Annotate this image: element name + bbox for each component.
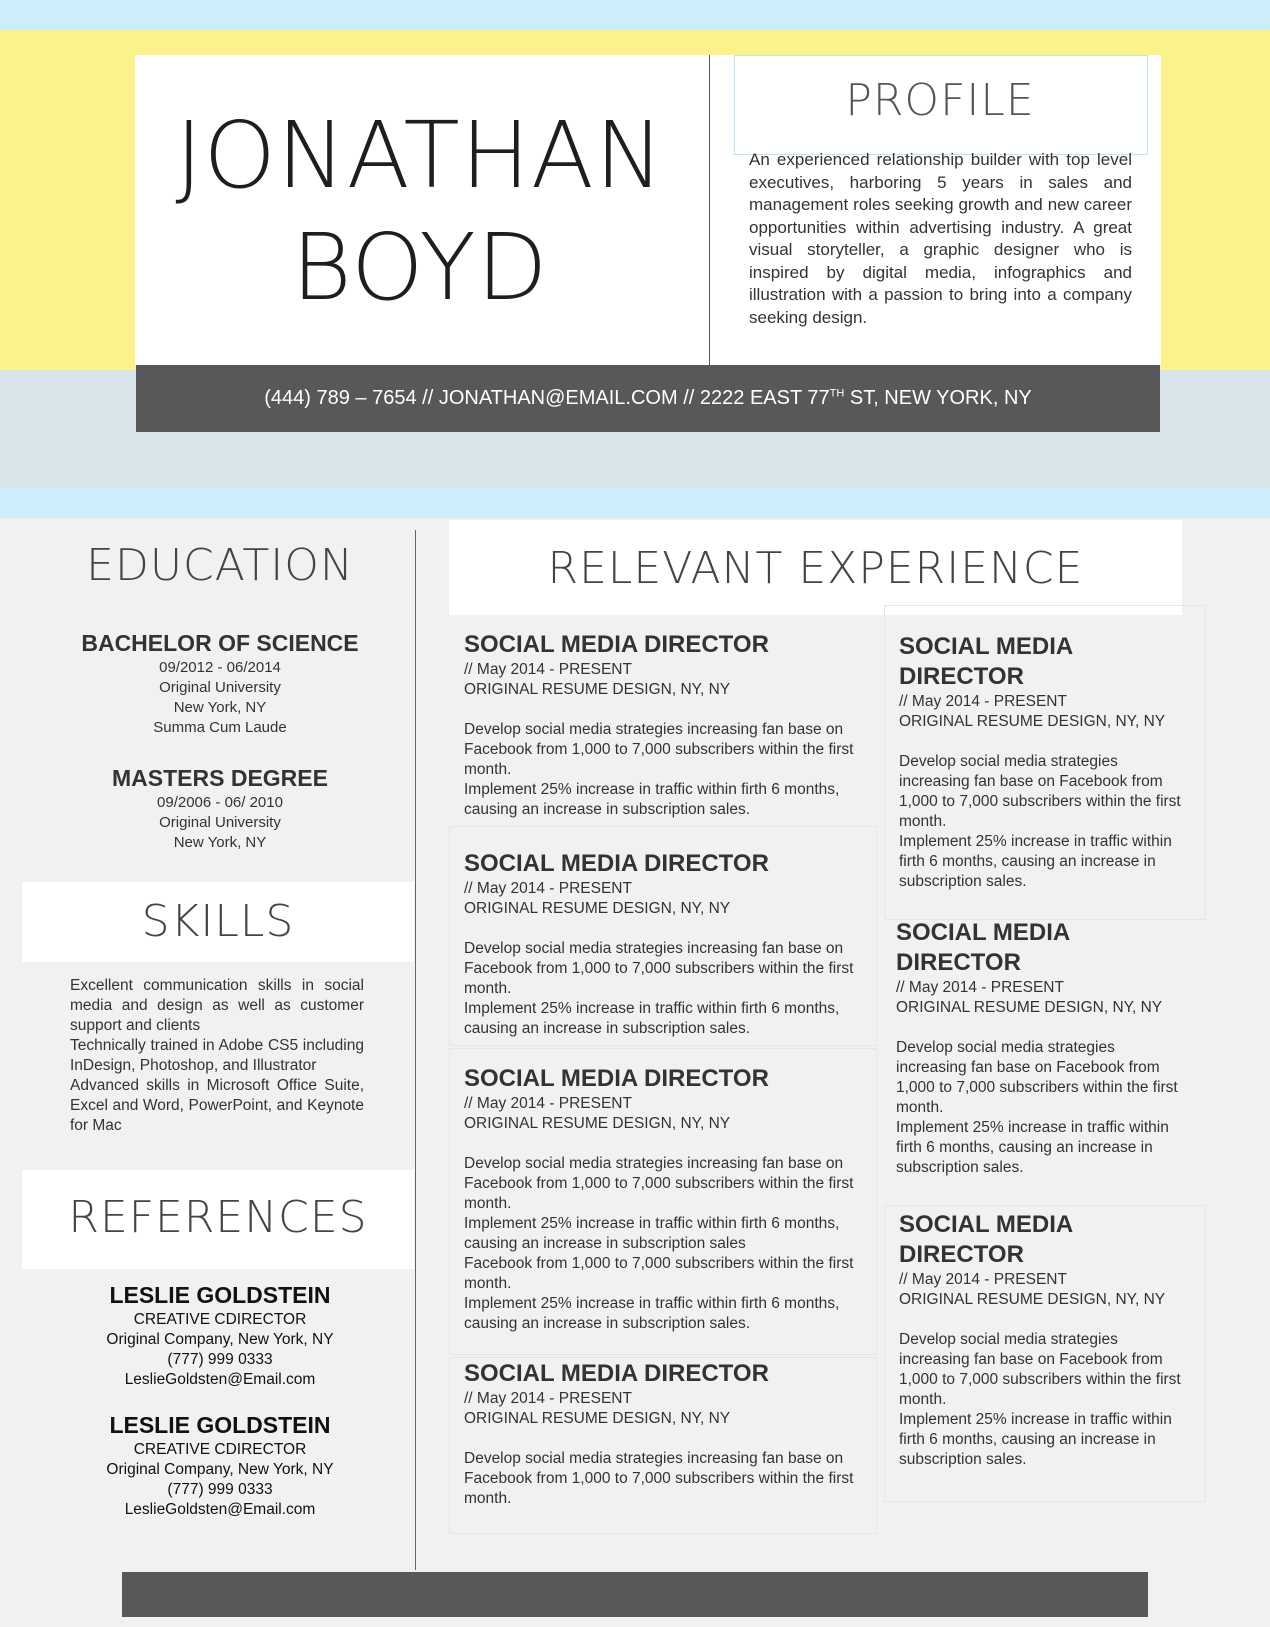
degree-school: Original University xyxy=(159,814,281,831)
job-description: Develop social media strategies increasing fan base on Facebook from 1,000 to 7,000 subscribers within the first month. Implement 25% increase in traffic within firth 6 months, causing an increase in subscription sales. xyxy=(899,753,1181,890)
skill-item: Advanced skills in Microsoft Office Suite, Excel and Word, PowerPoint, and Keynote for Mac xyxy=(70,1077,364,1134)
job-company: ORIGINAL RESUME DESIGN, NY, NY xyxy=(896,999,1163,1016)
reference-company: Original Company, New York, NY xyxy=(106,1461,334,1478)
profile-text: An experienced relationship builder with top level executives, harboring 5 years in sales and management roles seeking growth and new career opportunities within advertising industry. A great visual storyteller, a graphic designer who is inspired by digital media, infographics and illustration with a passion to bring into a company seeking design. xyxy=(749,150,1132,327)
reference-name: LESLIE GOLDSTEIN xyxy=(109,1282,331,1308)
profile-title: PROFILE xyxy=(845,75,1035,126)
header-light-band xyxy=(0,488,1270,518)
footer-bar xyxy=(122,1572,1148,1617)
job-company: ORIGINAL RESUME DESIGN, NY, NY xyxy=(464,900,731,917)
education-item xyxy=(40,763,400,853)
job-dates: // May 2014 - PRESENT xyxy=(464,880,632,897)
skills-title: SKILLS xyxy=(141,896,295,947)
job-company: ORIGINAL RESUME DESIGN, NY, NY xyxy=(899,1291,1166,1308)
experience-item xyxy=(464,630,869,820)
reference-item xyxy=(40,1410,400,1520)
experience-item xyxy=(464,1359,869,1509)
reference-name: LESLIE GOLDSTEIN xyxy=(109,1412,331,1438)
experience-item xyxy=(899,632,1184,892)
degree-dates: 09/2006 - 06/ 2010 xyxy=(157,794,283,811)
education-title: EDUCATION xyxy=(86,540,354,591)
job-company: ORIGINAL RESUME DESIGN, NY, NY xyxy=(464,1410,731,1427)
job-description: Develop social media strategies increasing fan base on Facebook from 1,000 to 7,000 subscribers within the first month. Implement 25% increase in traffic within firth 6 months, causing an increase in subscription sales. xyxy=(899,1331,1181,1468)
contact-separator: // xyxy=(416,387,439,409)
job-dates: // May 2014 - PRESENT xyxy=(464,661,632,678)
job-description: Develop social media strategies increasing fan base on Facebook from 1,000 to 7,000 subscribers within the first month. Implement 25% increase in traffic within firth 6 months, causing an increase in subscription sales. xyxy=(464,721,854,818)
reference-company: Original Company, New York, NY xyxy=(106,1331,334,1348)
reference-email: LeslieGoldsten@Email.com xyxy=(124,1371,316,1388)
degree-honors: Summa Cum Laude xyxy=(153,719,287,736)
reference-item xyxy=(40,1280,400,1390)
last-name: BOYD xyxy=(291,214,549,321)
reference-email: LeslieGoldsten@Email.com xyxy=(124,1501,316,1518)
experience-title: RELEVANT EXPERIENCE xyxy=(547,543,1084,594)
reference-role: CREATIVE CDIRECTOR xyxy=(133,1311,307,1328)
job-title: SOCIAL MEDIA DIRECTOR xyxy=(899,1211,1073,1268)
job-title: SOCIAL MEDIA DIRECTOR xyxy=(896,919,1070,976)
top-band xyxy=(0,0,1270,30)
degree-school: Original University xyxy=(159,679,281,696)
skill-item: Excellent communication skills in social media and design as well as customer support and clients xyxy=(70,977,364,1034)
degree-title: BACHELOR OF SCIENCE xyxy=(81,630,359,656)
job-title: SOCIAL MEDIA DIRECTOR xyxy=(899,633,1073,690)
job-dates: // May 2014 - PRESENT xyxy=(464,1095,632,1112)
degree-location: New York, NY xyxy=(173,834,267,851)
job-title: SOCIAL MEDIA DIRECTOR xyxy=(464,631,769,658)
job-company: ORIGINAL RESUME DESIGN, NY, NY xyxy=(464,1115,731,1132)
job-description: Develop social media strategies increasing fan base on Facebook from 1,000 to 7,000 subscribers within the first month. Implement 25% increase in traffic within firth 6 months, causing an increase in subscription sales Facebook from 1,000 to 7,000 subscribers within the first month. Implement 25% increase in traffic within firth 6 months, causing an increase in subscription sales. xyxy=(464,1155,854,1332)
candidate-name xyxy=(160,100,680,324)
contact-separator: // xyxy=(677,387,700,409)
experience-item xyxy=(896,918,1184,1178)
job-description: Develop social media strategies increasing fan base on Facebook from 1,000 to 7,000 subscribers within the first month. Implement 25% increase in traffic within firth 6 months, causing an increase in subscription sales. xyxy=(896,1039,1178,1176)
job-title: SOCIAL MEDIA DIRECTOR xyxy=(464,1065,769,1092)
name-divider xyxy=(709,55,710,365)
first-name: JONATHAN xyxy=(175,102,665,209)
experience-item xyxy=(899,1210,1184,1470)
references-title: REFERENCES xyxy=(68,1192,368,1243)
skills-list xyxy=(70,976,364,1136)
column-divider xyxy=(415,530,416,1570)
job-company: ORIGINAL RESUME DESIGN, NY, NY xyxy=(464,681,731,698)
job-company: ORIGINAL RESUME DESIGN, NY, NY xyxy=(899,713,1166,730)
job-title: SOCIAL MEDIA DIRECTOR xyxy=(464,850,769,877)
experience-item xyxy=(464,849,869,1039)
reference-phone: (777) 999 0333 xyxy=(167,1481,273,1498)
contact-email: JONATHAN@EMAIL.COM xyxy=(438,387,678,409)
degree-location: New York, NY xyxy=(173,699,267,716)
education-item xyxy=(40,628,400,738)
job-dates: // May 2014 - PRESENT xyxy=(899,693,1067,710)
reference-phone: (777) 999 0333 xyxy=(167,1351,273,1368)
reference-role: CREATIVE CDIRECTOR xyxy=(133,1441,307,1458)
job-dates: // May 2014 - PRESENT xyxy=(464,1390,632,1407)
contact-phone: (444) 789 – 7654 xyxy=(264,387,417,409)
job-dates: // May 2014 - PRESENT xyxy=(899,1271,1067,1288)
experience-item xyxy=(464,1064,869,1334)
skill-item: Technically trained in Adobe CS5 including InDesign, Photoshop, and Illustrator xyxy=(70,1037,364,1074)
job-dates: // May 2014 - PRESENT xyxy=(896,979,1064,996)
contact-bar xyxy=(136,365,1160,432)
contact-address: 2222 EAST 77TH ST, NEW YORK, NY xyxy=(699,387,1032,409)
job-description: Develop social media strategies increasing fan base on Facebook from 1,000 to 7,000 subscribers within the first month. xyxy=(464,1450,854,1507)
degree-title: MASTERS DEGREE xyxy=(112,765,328,791)
job-title: SOCIAL MEDIA DIRECTOR xyxy=(464,1360,769,1387)
degree-dates: 09/2012 - 06/2014 xyxy=(159,659,281,676)
job-description: Develop social media strategies increasing fan base on Facebook from 1,000 to 7,000 subscribers within the first month. Implement 25% increase in traffic within firth 6 months, causing an increase in subscription sales. xyxy=(464,940,854,1037)
